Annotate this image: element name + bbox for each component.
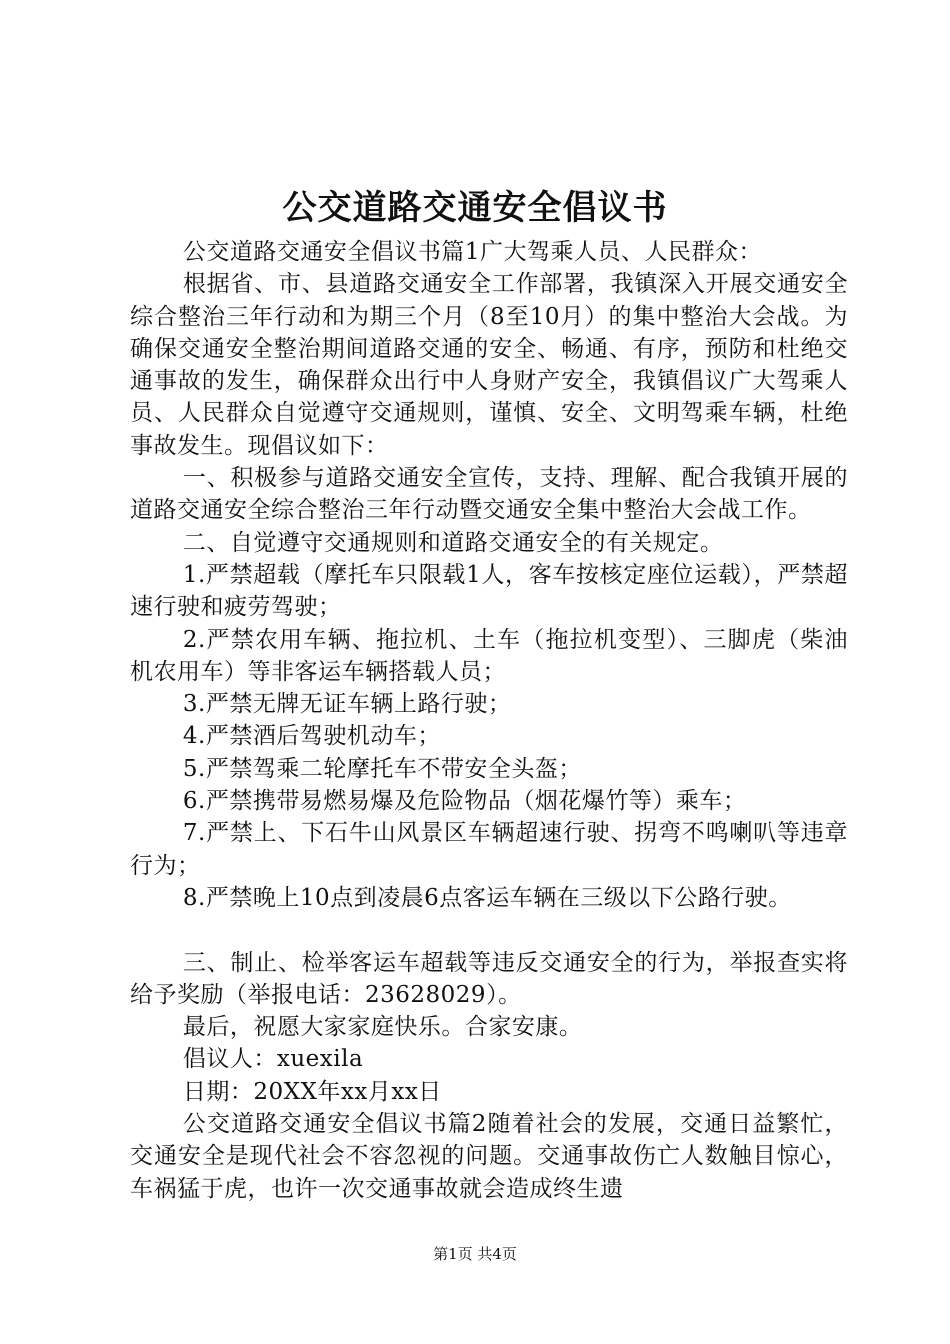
paragraph-article-two: 公交道路交通安全倡议书篇2随着社会的发展，交通日益繁忙，交通安全是现代社会不容忽视的问题。交通事故伤亡人数触目惊心，车祸猛于虎，也许一次交通事故就会造成终生遗 — [130, 1111, 848, 1202]
blank-line — [130, 914, 848, 946]
signature-proposer: 倡议人：xuexila — [182, 1046, 364, 1073]
rule-8: 8.严禁晚上10点到凌晨6点客运车辆在三级以下公路行驶。 — [182, 884, 792, 911]
paragraph-item-three: 三、制止、检举客运车超载等违反交通安全的行为，举报查实将给予奖励（举报电话：23628029）。 — [130, 949, 848, 1008]
paragraph-closing: 最后，祝愿大家家庭快乐。合家安康。 — [182, 1014, 583, 1041]
paragraph-intro: 公交道路交通安全倡议书篇1广大驾乘人员、人民群众： — [182, 239, 763, 265]
paragraph-item-two: 二、自觉遵守交通规则和道路交通安全的有关规定。 — [182, 529, 724, 556]
rule-3: 3.严禁无牌无证车辆上路行驶； — [182, 691, 512, 718]
rule-4: 4.严禁酒后驾驶机动车； — [182, 723, 441, 750]
rule-1: 1.严禁超载（摩托车只限载1人，客车按核定座位运载），严禁超速行驶和疲劳驾驶； — [130, 561, 848, 621]
rule-5: 5.严禁驾乘二轮摩托车不带安全头盔； — [182, 755, 582, 782]
document-title: 公交道路交通安全倡议书 — [282, 188, 668, 228]
signature-date: 日期：20XX年xx月xx日 — [182, 1078, 442, 1105]
rule-2: 2.严禁农用车辆、拖拉机、土车（拖拉机变型）、三脚虎（柴油机农用车）等非客运车辆搭载人员； — [130, 626, 848, 685]
paragraph-background: 根据省、市、县道路交通安全工作部署，我镇深入开展交通安全综合整治三年行动和为期三个月（8至10月）的集中整治大会战。为确保交通安全整治期间道路交通的安全、畅通、有序，预防和杜绝交通事故的发生，确保群众出行中人身财产安全，我镇倡议广大驾乘人员、人民群众自觉遵守交通规则，谨慎、安全、文明驾乘车辆，杜绝事故发生。现倡议如下： — [130, 271, 848, 459]
page-footer: 第1页 共4页 — [433, 1245, 517, 1263]
paragraph-item-one: 一、积极参与道路交通安全宣传，支持、理解、配合我镇开展的道路交通安全综合整治三年行动暨交通安全集中整治大会战工作。 — [130, 465, 848, 524]
document-body — [130, 236, 848, 1205]
rule-6: 6.严禁携带易燃易爆及危险物品（烟花爆竹等）乘车； — [182, 788, 747, 815]
rule-7: 7.严禁上、下石牛山风景区车辆超速行驶、拐弯不鸣喇叭等违章行为； — [130, 820, 848, 879]
